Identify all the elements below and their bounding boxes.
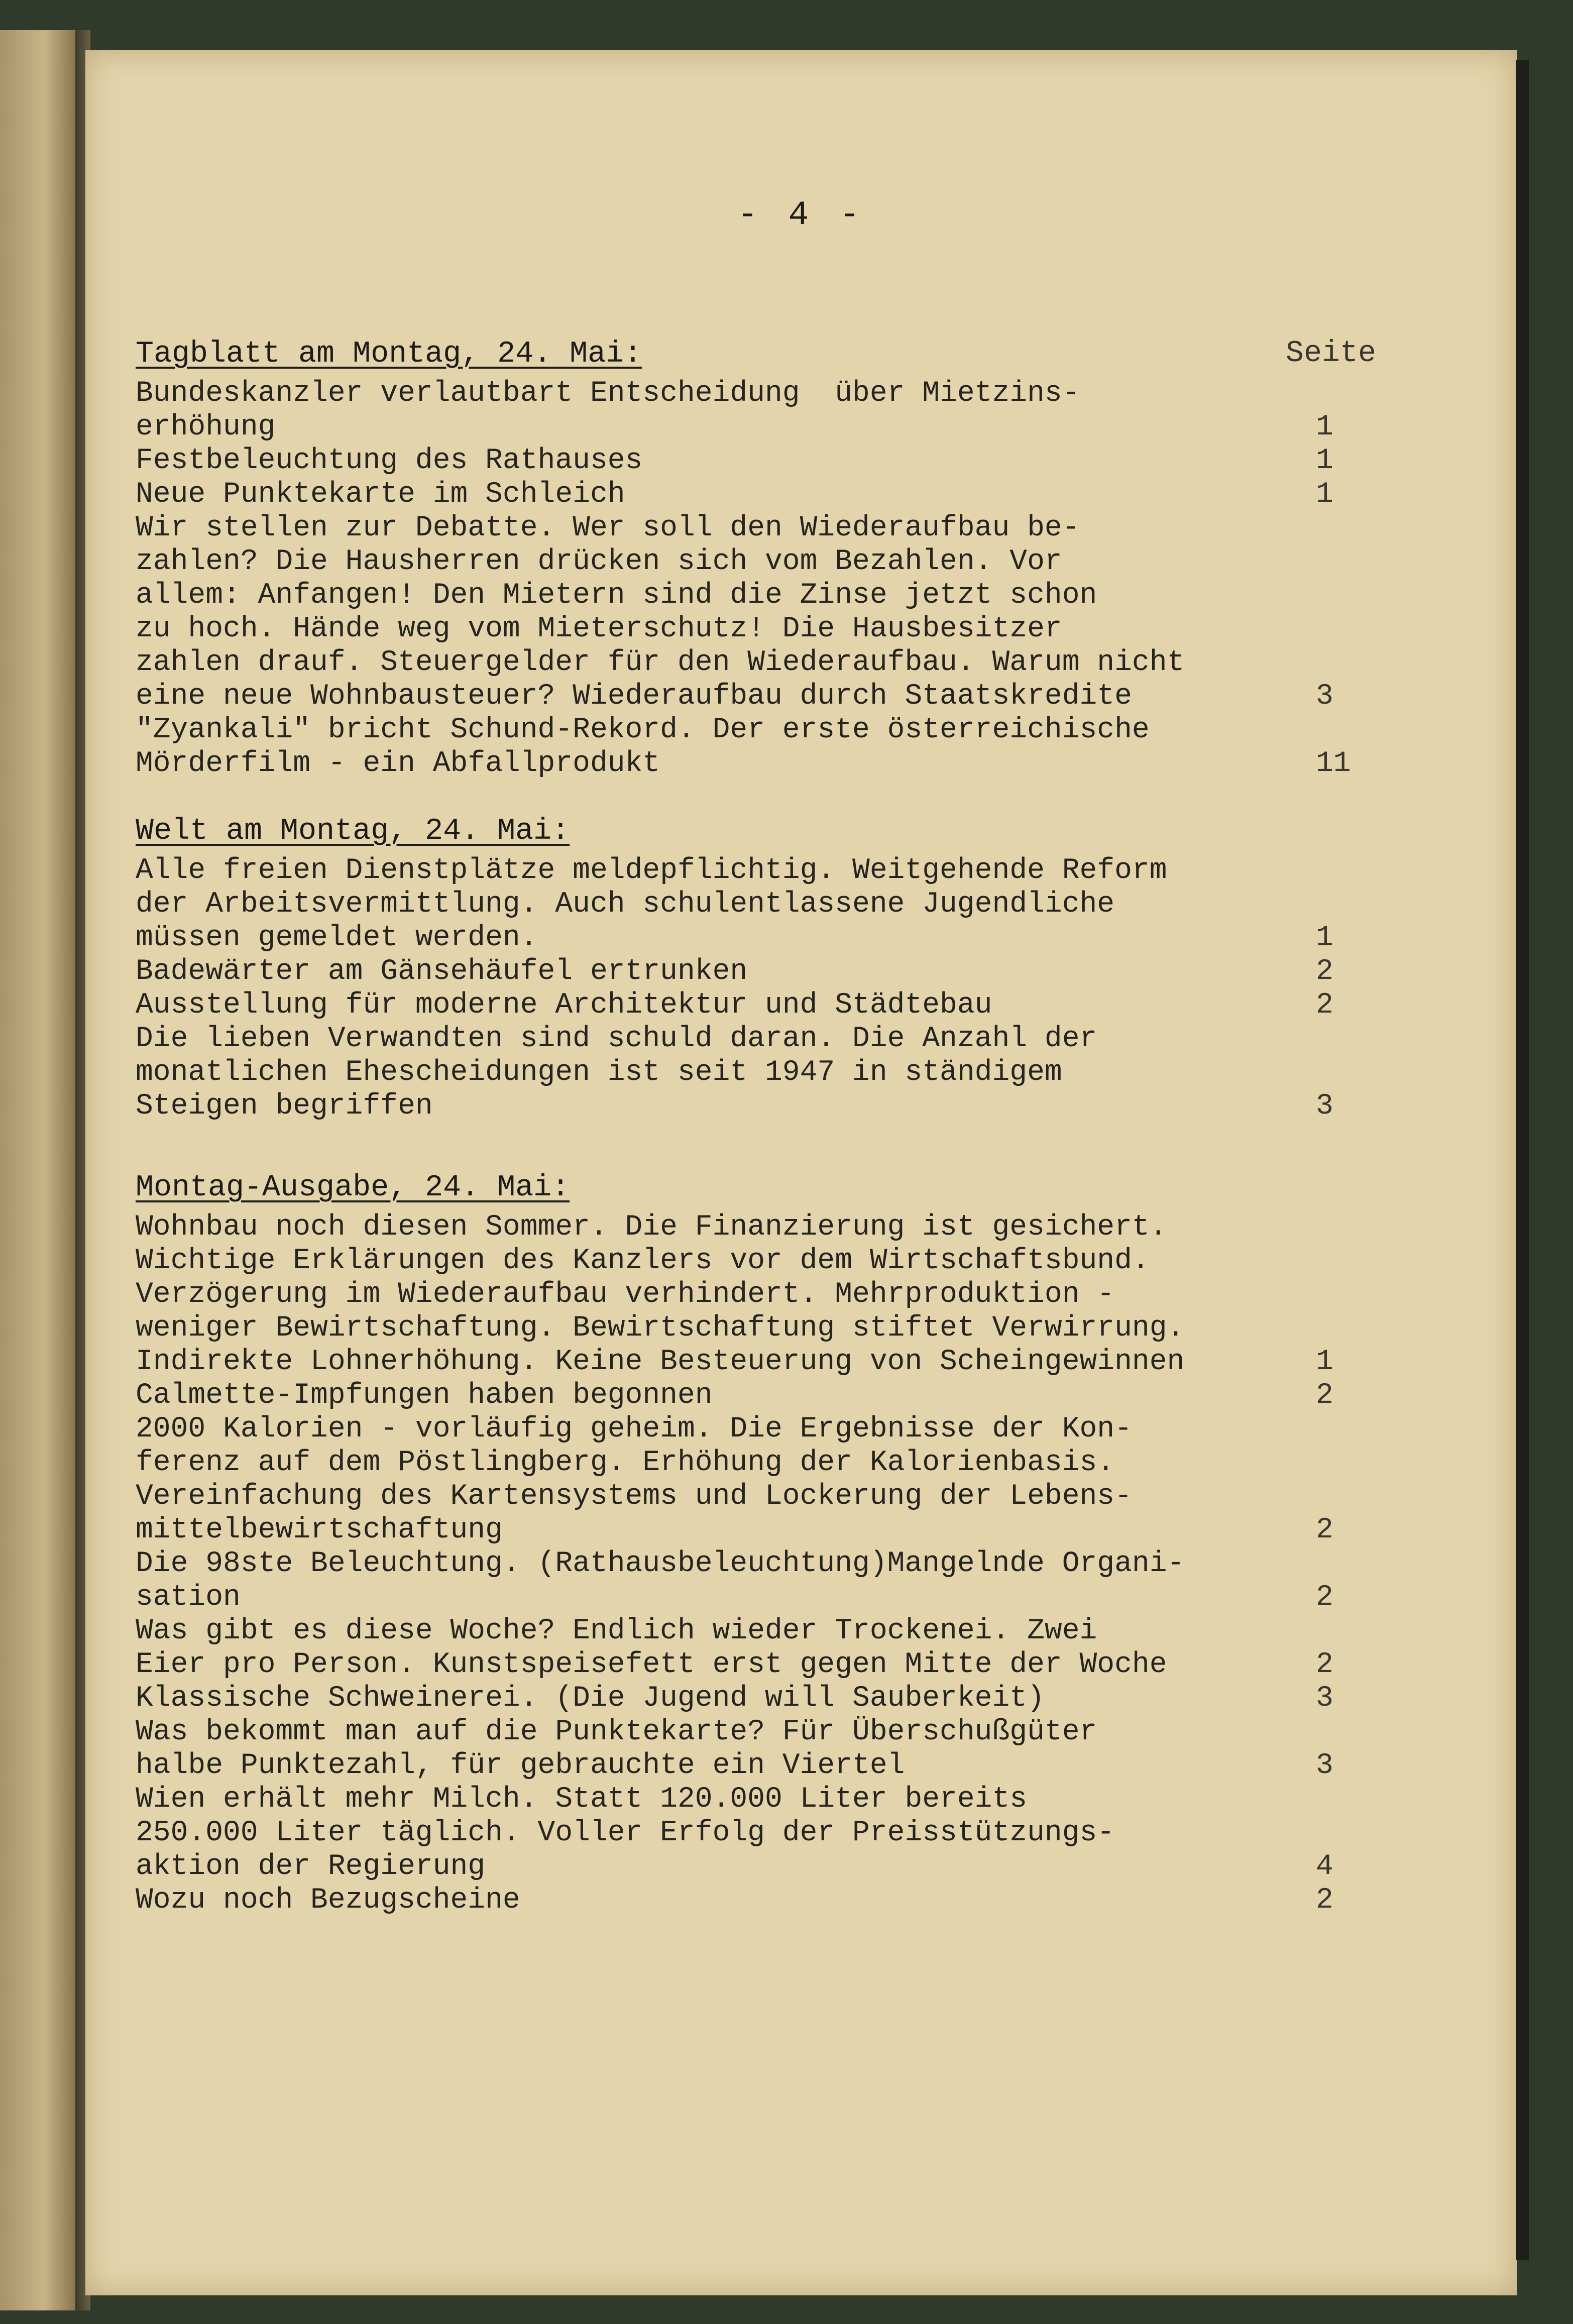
page-number: - 4 - xyxy=(737,196,865,235)
article-line: Was bekommt man auf die Punktekarte? Für Überschußgüter xyxy=(136,1716,1097,1748)
page-reference: 2 xyxy=(1316,1884,1333,1917)
article-entry xyxy=(136,444,1482,478)
page-reference: 1 xyxy=(1316,922,1333,954)
article-line: "Zyankali" bricht Schund-Rekord. Der erste österreichische xyxy=(136,714,1150,746)
article-entry xyxy=(136,1884,1482,1917)
article-line: Alle freien Dienstplätze meldepflichtig. Weitgehende Reform xyxy=(136,854,1167,887)
page-reference: 1 xyxy=(1316,1346,1333,1378)
article-line: monatlichen Ehescheidungen ist seit 1947 in ständigem xyxy=(136,1056,1062,1089)
article-line: Die lieben Verwandten sind schuld daran. Die Anzahl der xyxy=(136,1023,1097,1055)
page-reference: 2 xyxy=(1316,1514,1333,1546)
article-line: Neue Punktekarte im Schleich xyxy=(136,478,625,511)
article-line: zu hoch. Hände weg vom Mieterschutz! Die Hausbesitzer xyxy=(136,613,1062,645)
article-entry xyxy=(136,511,1482,713)
article-entry xyxy=(136,1614,1482,1682)
scale-ruler xyxy=(1516,60,1529,2260)
article-entry xyxy=(136,854,1482,955)
section-welt xyxy=(136,809,1482,1123)
article-line: Vereinfachung des Kartensystems und Lockerung der Lebens- xyxy=(136,1480,1132,1513)
article-line: aktion der Regierung xyxy=(136,1850,486,1883)
article-entry xyxy=(136,478,1482,511)
article-entry xyxy=(136,377,1482,444)
article-line: Badewärter am Gänsehäufel ertrunken xyxy=(136,955,748,988)
left-page-edge xyxy=(0,30,80,2310)
page-reference: 1 xyxy=(1316,478,1333,511)
article-entry xyxy=(136,1783,1482,1884)
article-line: Die 98ste Beleuchtung. (Rathausbeleuchtung)Mangelnde Organi- xyxy=(136,1547,1185,1580)
article-entry xyxy=(136,988,1482,1022)
entry-list xyxy=(136,1210,1482,1917)
document-page xyxy=(85,50,1517,2295)
page-reference: 3 xyxy=(1316,1749,1333,1782)
section-montag-ausgabe xyxy=(136,1165,1482,1917)
section-heading: Tagblatt am Montag, 24. Mai: xyxy=(136,337,642,371)
article-line: 2000 Kalorien - vorläufig geheim. Die Ergebnisse der Kon- xyxy=(136,1413,1132,1446)
article-line: Klassische Schweinerei. (Die Jugend will Sauberkeit) xyxy=(136,1682,1045,1715)
section-tagblatt xyxy=(136,331,1482,781)
article-entry xyxy=(136,1412,1482,1547)
article-line: Festbeleuchtung des Rathauses xyxy=(136,445,643,477)
article-line: Ausstellung für moderne Architektur und Städtebau xyxy=(136,989,992,1022)
article-line: zahlen? Die Hausherren drücken sich vom Bezahlen. Vor xyxy=(136,545,1062,578)
article-entry xyxy=(136,713,1482,781)
page-reference: 2 xyxy=(1316,989,1333,1022)
page-reference: 3 xyxy=(1316,680,1333,713)
section-heading: Welt am Montag, 24. Mai: xyxy=(136,814,570,848)
article-entry xyxy=(136,1715,1482,1783)
article-line: Verzögerung im Wiederaufbau verhindert. Mehrproduktion - xyxy=(136,1278,1115,1311)
article-line: erhöhung xyxy=(136,411,276,444)
article-line: Bundeskanzler verlautbart Entscheidung über Mietzins- xyxy=(136,377,1080,410)
page-column-label: Seite xyxy=(1286,337,1377,371)
article-line: Steigen begriffen xyxy=(136,1090,433,1123)
article-line: zahlen drauf. Steuergelder für den Wiederaufbau. Warum nicht xyxy=(136,646,1185,679)
article-line: Wohnbau noch diesen Sommer. Die Finanzierung ist gesichert. xyxy=(136,1211,1167,1244)
article-line: Indirekte Lohnerhöhung. Keine Besteuerung von Scheingewinnen xyxy=(136,1346,1185,1378)
article-line: allem: Anfangen! Den Mietern sind die Zinse jetzt schon xyxy=(136,579,1097,612)
page-reference: 2 xyxy=(1316,955,1333,988)
article-line: Was gibt es diese Woche? Endlich wieder Trockenei. Zwei xyxy=(136,1615,1097,1647)
page-reference: 2 xyxy=(1316,1581,1333,1614)
article-entry xyxy=(136,1379,1482,1412)
article-line: Mörderfilm - ein Abfallprodukt xyxy=(136,747,660,780)
article-line: 250.000 Liter täglich. Voller Erfolg der Preisstützungs- xyxy=(136,1817,1115,1849)
section-heading: Montag-Ausgabe, 24. Mai: xyxy=(136,1171,570,1205)
article-line: eine neue Wohnbausteuer? Wiederaufbau durch Staatskredite xyxy=(136,680,1132,713)
article-line: Wien erhält mehr Milch. Statt 120.000 Liter bereits xyxy=(136,1783,1028,1816)
entry-list xyxy=(136,854,1482,1123)
article-line: Calmette-Impfungen haben begonnen xyxy=(136,1379,713,1412)
entry-list xyxy=(136,377,1482,781)
page-reference: 3 xyxy=(1316,1090,1333,1123)
article-line: müssen gemeldet werden. xyxy=(136,922,538,954)
page-reference: 2 xyxy=(1316,1648,1333,1681)
page-reference: 11 xyxy=(1316,747,1351,780)
article-line: Wichtige Erklärungen des Kanzlers vor dem Wirtschaftsbund. xyxy=(136,1245,1150,1277)
article-entry xyxy=(136,955,1482,988)
article-line: der Arbeitsvermittlung. Auch schulentlassene Jugendliche xyxy=(136,888,1115,921)
article-entry xyxy=(136,1547,1482,1614)
page-reference: 4 xyxy=(1316,1850,1333,1883)
article-line: halbe Punktezahl, für gebrauchte ein Viertel xyxy=(136,1749,905,1782)
page-reference: 1 xyxy=(1316,411,1333,444)
article-line: mittelbewirtschaftung xyxy=(136,1514,503,1546)
article-line: sation xyxy=(136,1581,241,1614)
article-line: ferenz auf dem Pöstlingberg. Erhöhung der Kalorienbasis. xyxy=(136,1447,1115,1479)
page-reference: 1 xyxy=(1316,445,1333,477)
article-line: Eier pro Person. Kunstspeisefett erst gegen Mitte der Woche xyxy=(136,1648,1167,1681)
page-reference: 3 xyxy=(1316,1682,1333,1715)
page-reference: 2 xyxy=(1316,1379,1333,1412)
article-entry xyxy=(136,1682,1482,1715)
article-line: Wozu noch Bezugscheine xyxy=(136,1884,520,1917)
article-entry xyxy=(136,1022,1482,1123)
article-line: Wir stellen zur Debatte. Wer soll den Wiederaufbau be- xyxy=(136,512,1080,544)
article-entry xyxy=(136,1210,1482,1379)
article-line: weniger Bewirtschaftung. Bewirtschaftung stiftet Verwirrung. xyxy=(136,1312,1185,1345)
